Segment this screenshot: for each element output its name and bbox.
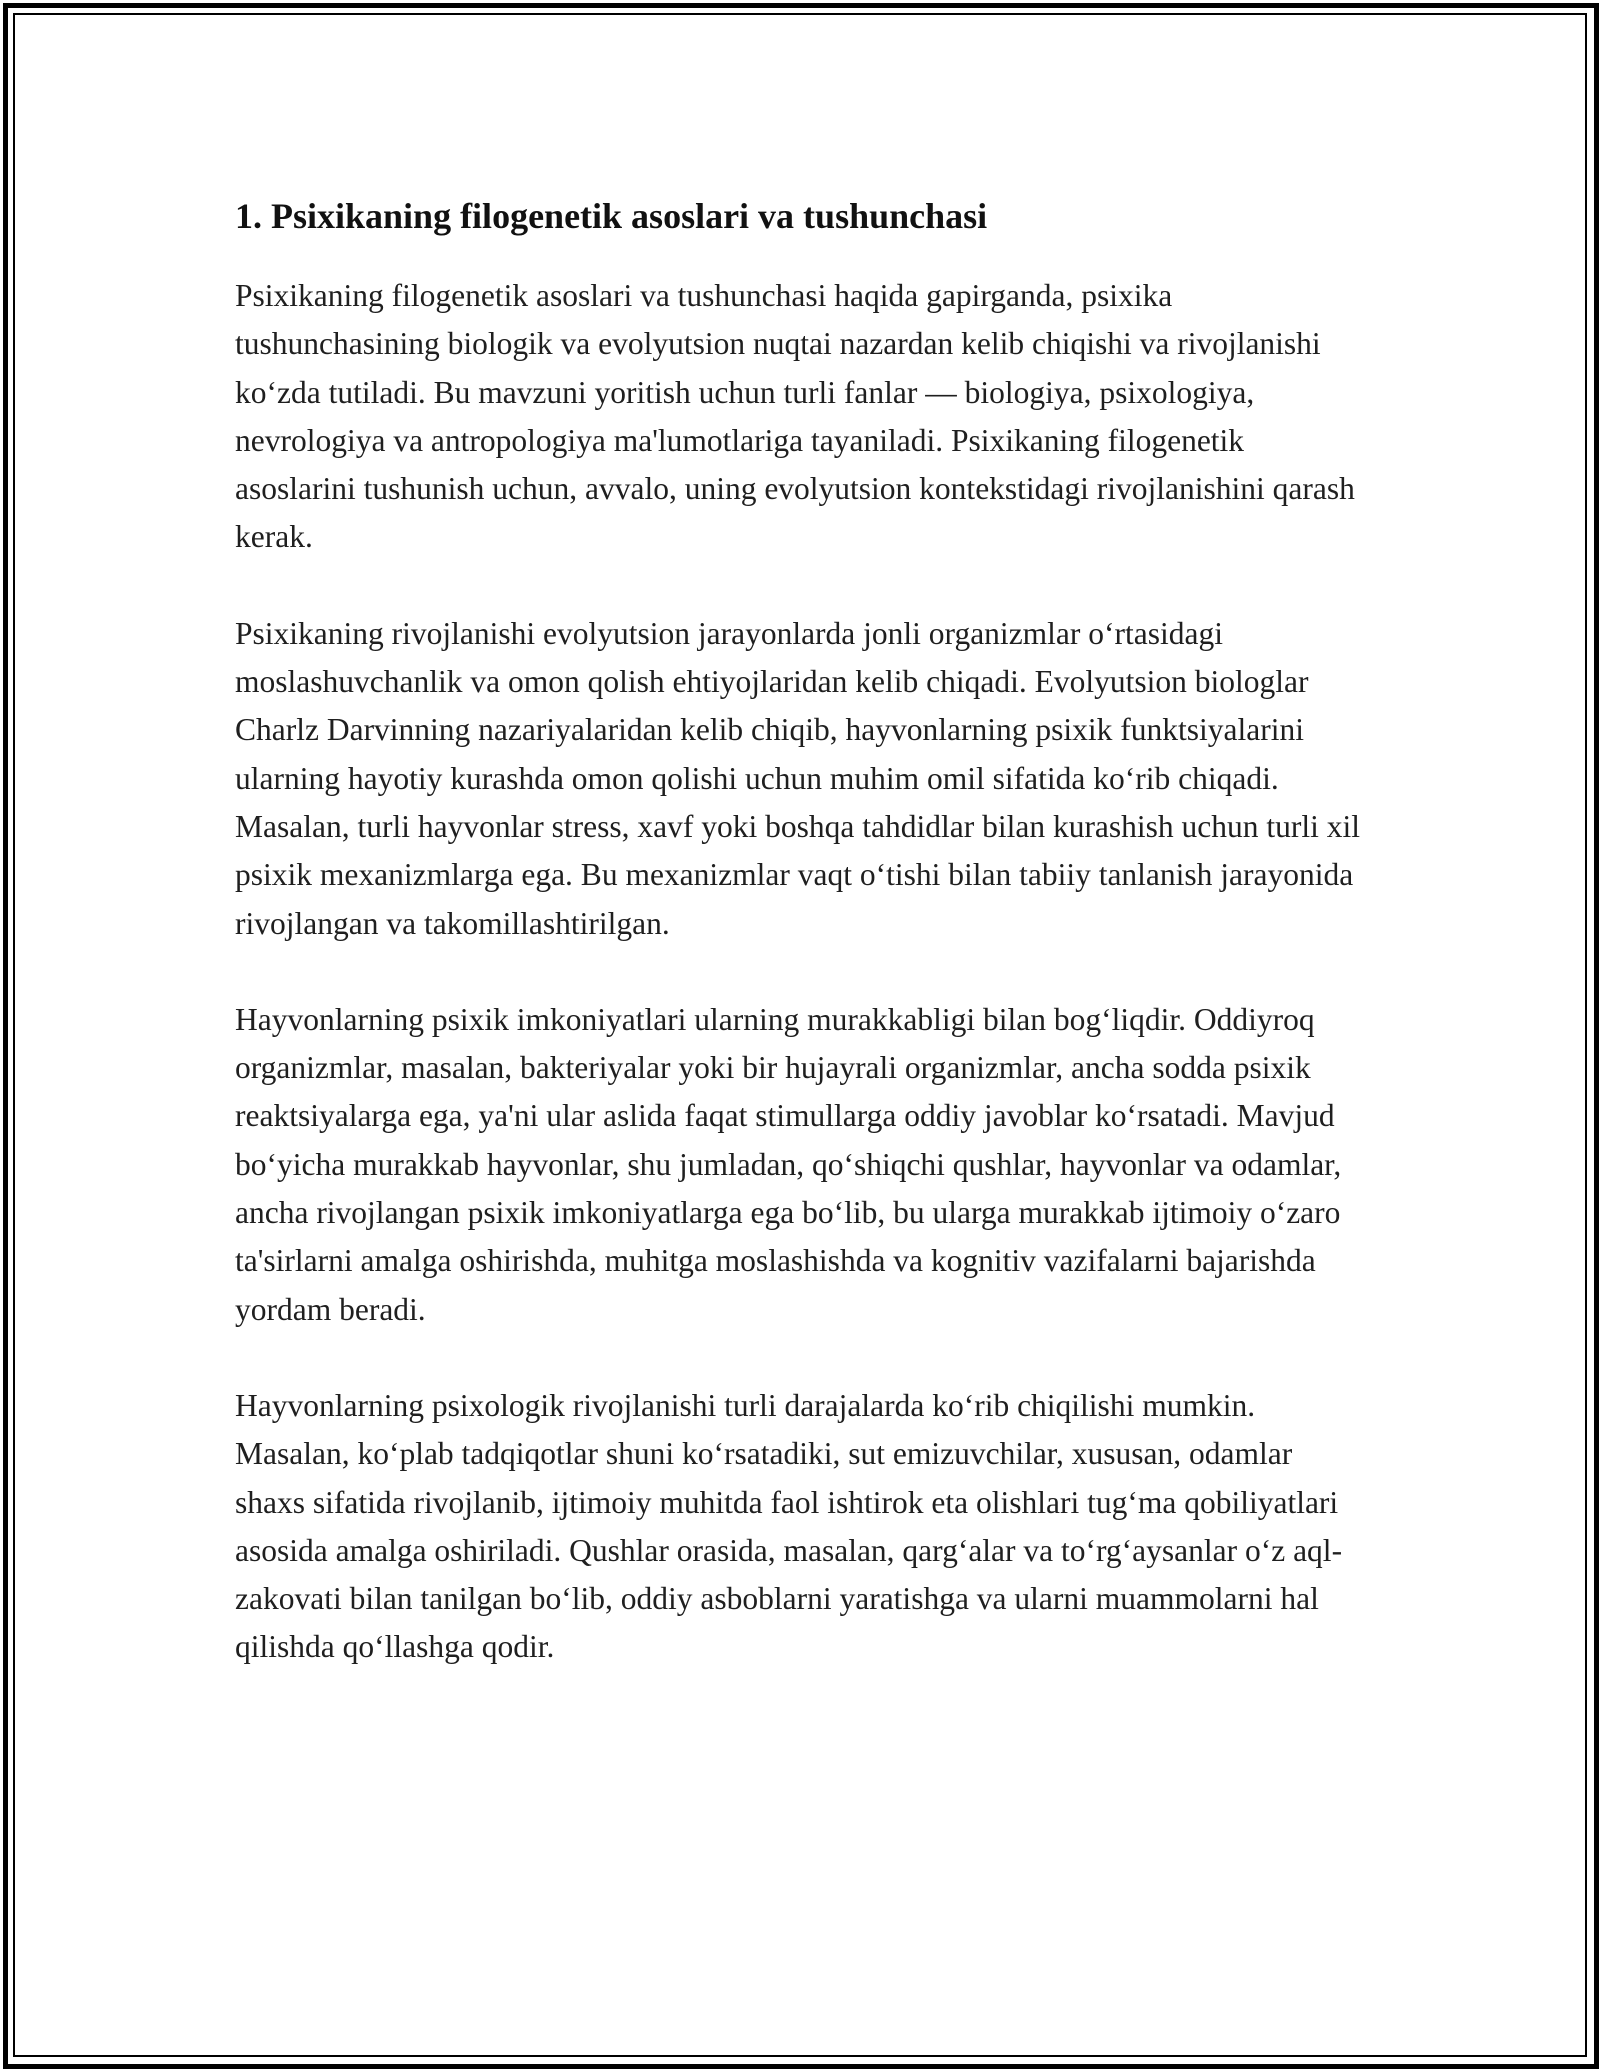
paragraph-2: Psixikaning rivojlanishi evolyutsion jarayonlarda jonli organizmlar o‘rtasidagi moslashuvchanlik va omon qolish ehtiyojlaridan kelib chiqadi. Evolyutsion biologlar Charlz Darvinning nazariyalaridan kelib chiqib, hayvonlarning psixik funktsiyalarini ularning hayotiy kurashda omon qolishi uchun muhim omil sifatida ko‘rib chiqadi. Masalan, turli hayvonlar stress, xavf yoki boshqa tahdidlar bilan kurashish uchun turli xil psixik mexanizmlarga ega. Bu mexanizmlar vaqt o‘tishi bilan tabiiy tanlanish jarayonida rivojlangan va takomillashtirilgan. (235, 615, 1361, 941)
section-heading: 1. Psixikaning filogenetik asoslari va tushunchasi (235, 196, 988, 236)
paragraph-3: Hayvonlarning psixik imkoniyatlari ularning murakkabligi bilan bog‘liqdir. Oddiyroq organizmlar, masalan, bakteriyalar yoki bir hujayrali organizmlar, ancha sodda psixik reaktsiyalarga ega, ya'ni ular aslida faqat stimullarga oddiy javoblar ko‘rsatadi. Mavjud bo‘yicha murakkab hayvonlar, shu jumladan, qo‘shiqchi qushlar, hayvonlar va odamlar, ancha rivojlangan psixik imkoniyatlarga ega bo‘lib, bu ularga murakkab ijtimoiy o‘zaro ta'sirlarni amalga oshirishda, muhitga moslashishda va kognitiv vazifalarni bajarishda yordam beradi. (235, 1001, 1342, 1327)
paragraph-1: Psixikaning filogenetik asoslari va tushunchasi haqida gapirganda, psixika tushunchasining biologik va evolyutsion nuqtai nazardan kelib chiqishi va rivojlanishi ko‘zda tutiladi. Bu mavzuni yoritish uchun turli fanlar — biologiya, psixologiya, nevrologiya va antropologiya ma'lumotlariga tayaniladi. Psixikaning filogenetik asoslarini tushunish uchun, avvalo, uning evolyutsion kontekstidagi rivojlanishini qarash kerak. (235, 278, 1355, 555)
paragraph-4: Hayvonlarning psixologik rivojlanishi turli darajalarda ko‘rib chiqilishi mumkin. Masalan, ko‘plab tadqiqotlar shuni ko‘rsatadiki, sut emizuvchilar, xususan, odamlar shaxs sifatida rivojlanib, ijtimoiy muhitda faol ishtirok eta olishlari tug‘ma qobiliyatlari asosida amalga oshiriladi. Qushlar orasida, masalan, qarg‘alar va to‘rg‘aysanlar o‘z aql-zakovati bilan tanilgan bo‘lib, oddiy asboblarni yaratishga va ularni muammolarni hal qilishda qo‘llashga qodir. (235, 1387, 1343, 1665)
document-body (235, 188, 1365, 1720)
